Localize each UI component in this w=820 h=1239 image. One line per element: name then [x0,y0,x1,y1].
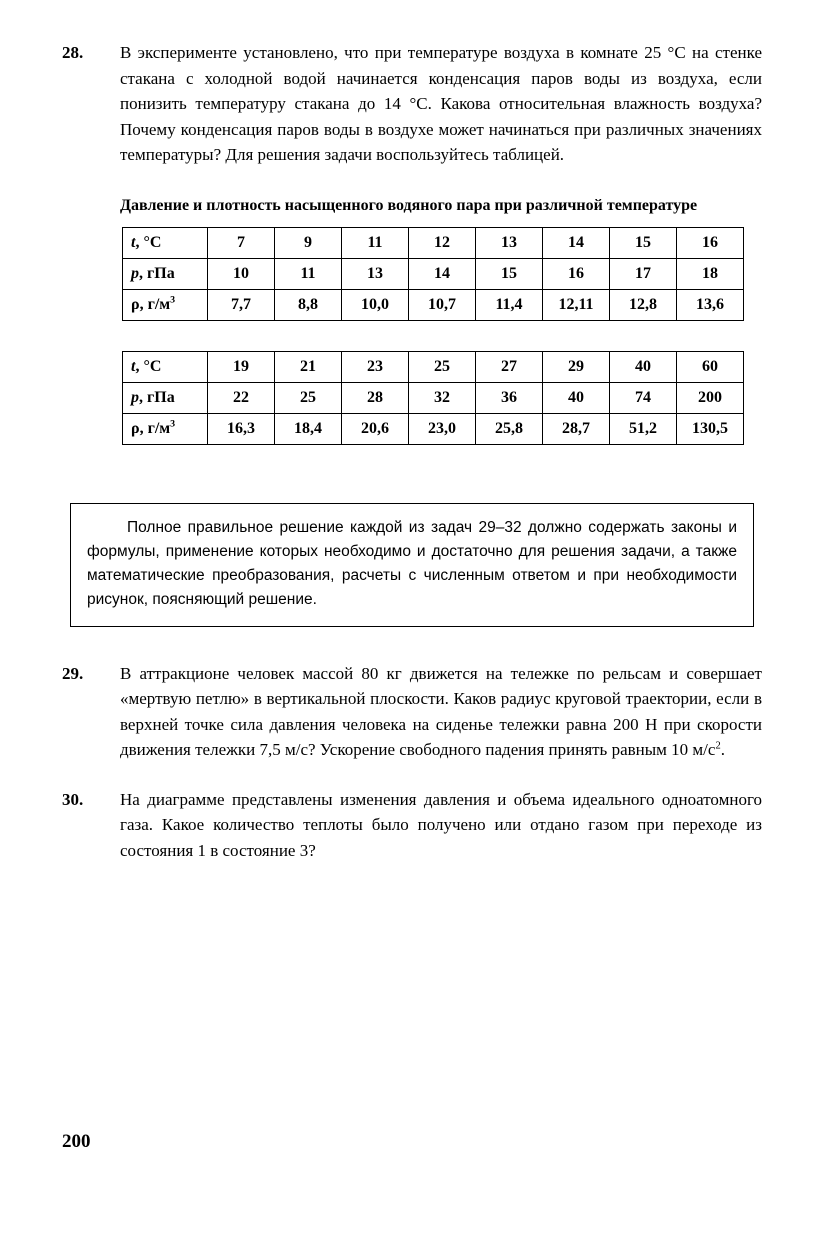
row-header-unit-exponent: 3 [170,418,176,430]
table-cell: 20,6 [342,413,409,444]
table-cell: 16 [543,258,610,289]
page-number: 200 [62,1131,91,1152]
row-header-unit: , °С [135,233,162,251]
table-cell: 18 [677,258,744,289]
table-cell: 7 [208,227,275,258]
vapor-table-1 [122,227,744,321]
vapor-table-1-wrap [122,227,762,321]
vapor-table-2 [122,351,744,445]
row-header-pressure [123,382,208,413]
instruction-note-text: Полное правильное решение каждой из задач 29–32 должно содержать законы и формулы, применение которых необходимо и достаточно для решения задачи, а также математические преобразования, расчеты с численным ответом и при необходимости рисунок, поясняющий решение. [87,518,737,608]
table-cell: 25,8 [476,413,543,444]
table-cell: 14 [543,227,610,258]
table-cell: 36 [476,382,543,413]
table-cell: 13 [342,258,409,289]
table-cell: 10,7 [409,289,476,320]
row-header-symbol: ρ [131,419,140,437]
table-cell: 60 [677,351,744,382]
problem-29 [62,661,762,763]
table-cell: 23 [342,351,409,382]
table-cell: 14 [409,258,476,289]
row-header-unit: , г/м [139,419,171,437]
table-cell: 11 [275,258,342,289]
table-cell: 15 [476,258,543,289]
problem-30-text: На диаграмме представлены изменения давления и объема идеального одноатомного газа. Какое количество теплоты было получено или отдано газом при переходе из состояния 1 в состояние 3? [120,789,762,860]
row-header-symbol: p [131,264,139,282]
row-header-density [123,413,208,444]
table-cell: 16,3 [208,413,275,444]
table-row [123,258,744,289]
table-cell: 19 [208,351,275,382]
table-cell: 130,5 [677,413,744,444]
table-cell: 28,7 [543,413,610,444]
row-header-unit: , гПа [139,264,175,282]
row-header-symbol: t [131,233,136,251]
table-cell: 74 [610,382,677,413]
table-cell: 13,6 [677,289,744,320]
table-row [123,382,744,413]
problem-29-text [120,661,762,763]
table-cell: 28 [342,382,409,413]
table-cell: 16 [677,227,744,258]
table-cell: 27 [476,351,543,382]
table-cell: 23,0 [409,413,476,444]
row-header-symbol: t [131,357,136,375]
row-header-temperature [123,227,208,258]
table-caption: Давление и плотность насыщенного водяного пара при различной температуре [120,196,698,214]
problem-30 [62,787,762,864]
problem-28 [62,40,762,168]
table-cell: 12,11 [543,289,610,320]
problem-29-text-part2: . [720,740,725,759]
table-cell: 12,8 [610,289,677,320]
row-header-unit: , °С [135,357,162,375]
vapor-table-2-wrap [122,351,762,445]
table-cell: 7,7 [208,289,275,320]
table-cell: 32 [409,382,476,413]
row-header-unit: , г/м [139,295,171,313]
table-cell: 25 [275,382,342,413]
problem-29-text-part1: В аттракционе человек массой 80 кг движется на тележке по рельсам и совершает «мертвую петлю» в вертикальной плоскости. Каков радиус круговой траектории, если в верхней точке сила давления человека на сиденье тележки равна 200 Н при скорости движения тележки 7,5 м/с? Ускорение свободного падения принять равным 10 м/с [120,663,762,759]
table-cell: 21 [275,351,342,382]
instruction-note-box [70,503,754,627]
table-cell: 17 [610,258,677,289]
table-cell: 29 [543,351,610,382]
page-content [62,40,762,867]
row-header-pressure [123,258,208,289]
table-cell: 10,0 [342,289,409,320]
row-header-symbol: ρ [131,295,140,313]
problem-29-exponent: 2 [715,740,721,752]
table-row [123,413,744,444]
table-cell: 40 [610,351,677,382]
table-row [123,289,744,320]
table-cell: 40 [543,382,610,413]
row-header-unit-exponent: 3 [170,294,176,306]
table-cell: 51,2 [610,413,677,444]
row-header-unit: , гПа [139,388,175,406]
table-cell: 13 [476,227,543,258]
table-cell: 11,4 [476,289,543,320]
table-cell: 12 [409,227,476,258]
table-row [123,351,744,382]
table-cell: 15 [610,227,677,258]
row-header-symbol: p [131,388,139,406]
table-cell: 10 [208,258,275,289]
table-row [123,227,744,258]
problem-28-text: В эксперименте установлено, что при температуре воздуха в комнате 25 °С на стенке стакана с холодной водой начинается конденсация паров воды из воздуха, если понизить температуру стакана до 14 °С. Какова относительная влажность воздуха? Почему конденсация паров воды в воздухе может начинаться при различных значениях температуры? Для решения задачи воспользуйтесь таблицей. [120,43,762,164]
problem-28-number: 28. [62,43,84,62]
row-header-density [123,289,208,320]
table-cell: 18,4 [275,413,342,444]
table-cell: 25 [409,351,476,382]
table-cell: 200 [677,382,744,413]
table-cell: 8,8 [275,289,342,320]
row-header-temperature [123,351,208,382]
problem-30-number: 30. [62,789,84,809]
table-cell: 22 [208,382,275,413]
problem-29-number: 29. [62,663,84,683]
table-cell: 9 [275,227,342,258]
table-cell: 11 [342,227,409,258]
